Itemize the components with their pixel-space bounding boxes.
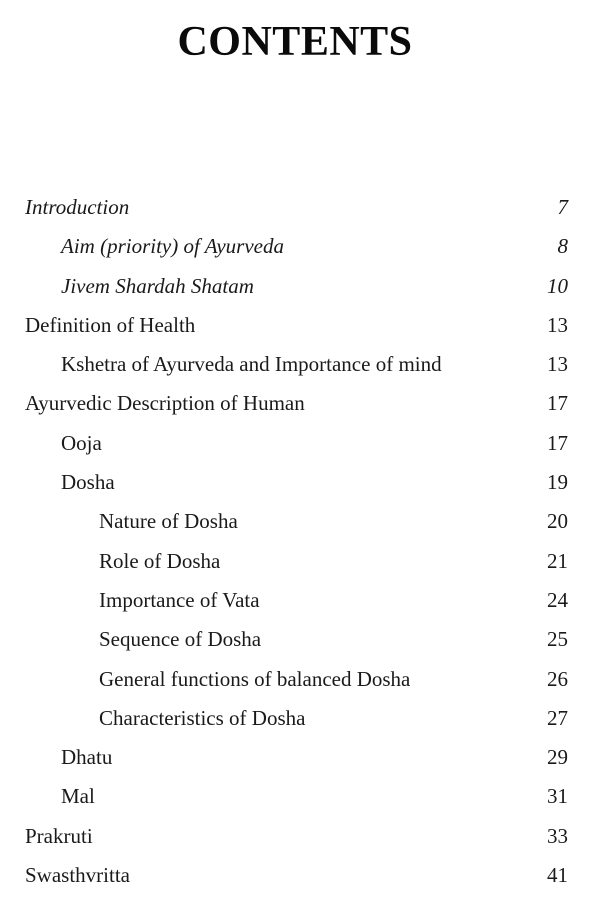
toc-entry-ayurvedic-description bbox=[0, 384, 600, 423]
toc-entry-ooja bbox=[0, 424, 600, 463]
toc-entry-label: Ooja bbox=[61, 430, 102, 455]
toc-entry-label: Jivem Shardah Shatam bbox=[61, 273, 254, 298]
toc-entry-label: Role of Dosha bbox=[99, 548, 221, 573]
toc-entry-page: 8 bbox=[557, 234, 568, 259]
toc-entry-label: Characteristics of Dosha bbox=[99, 705, 306, 730]
toc-entry-page: 13 bbox=[547, 312, 568, 337]
toc-entry-label: Dosha bbox=[61, 470, 115, 495]
toc-entry-page: 17 bbox=[547, 430, 568, 455]
toc-entry-page: 27 bbox=[547, 705, 568, 730]
toc-entry-page: 17 bbox=[547, 391, 568, 416]
toc-entry-label: General functions of balanced Dosha bbox=[99, 666, 411, 691]
toc-entry-page: 26 bbox=[547, 666, 568, 691]
toc-entry-mal bbox=[0, 777, 600, 816]
toc-entry-general-functions bbox=[0, 660, 600, 699]
toc-entry-label: Kshetra of Ayurveda and Importance of mind bbox=[61, 352, 442, 377]
toc-entry-label: Sequence of Dosha bbox=[99, 627, 262, 652]
toc-entry-aim-of-ayurveda bbox=[0, 227, 600, 266]
toc-entry-label: Introduction bbox=[25, 195, 130, 219]
toc-entry-dosha bbox=[0, 463, 600, 502]
toc-entry-page: 33 bbox=[547, 823, 568, 848]
toc-entry-label: Definition of Health bbox=[25, 312, 196, 337]
toc-entry-page: 41 bbox=[547, 863, 568, 888]
toc-entry-page: 10 bbox=[547, 273, 568, 298]
toc-entry-definition-of-health bbox=[0, 306, 600, 345]
toc-entry-label: Ayurvedic Description of Human bbox=[25, 391, 305, 416]
toc-entry-page: 31 bbox=[547, 784, 568, 809]
toc-entry-page: 7 bbox=[557, 195, 568, 219]
toc-entry-dhatu bbox=[0, 738, 600, 777]
toc-entry-page: 13 bbox=[547, 352, 568, 377]
toc-entry-page: 25 bbox=[547, 627, 568, 652]
toc-entry-role-of-dosha bbox=[0, 542, 600, 581]
toc-entry-page: 19 bbox=[547, 470, 568, 495]
toc-entry-page: 24 bbox=[547, 587, 568, 612]
toc-entry-introduction bbox=[0, 188, 600, 227]
toc-entry-label: Dhatu bbox=[61, 745, 113, 770]
toc-entry-label: Aim (priority) of Ayurveda bbox=[61, 234, 284, 259]
toc-entry-importance-of-vata bbox=[0, 581, 600, 620]
toc-entry-label: Importance of Vata bbox=[99, 587, 260, 612]
toc-entry-characteristics-of-dosha bbox=[0, 699, 600, 738]
toc-entry-label: Swasthvritta bbox=[25, 863, 130, 888]
toc-entry-swasthvritta bbox=[0, 856, 600, 895]
toc-entry-jivem-shardah-shatam bbox=[0, 267, 600, 306]
toc-entry-page: 21 bbox=[547, 548, 568, 573]
toc-entry-nature-of-dosha bbox=[0, 502, 600, 541]
toc-entry-kshetra-of-ayurveda bbox=[0, 345, 600, 384]
table-of-contents bbox=[0, 188, 600, 895]
page-title: CONTENTS bbox=[177, 19, 413, 65]
toc-entry-prakruti bbox=[0, 817, 600, 856]
toc-entry-label: Prakruti bbox=[25, 823, 93, 848]
toc-entry-page: 29 bbox=[547, 745, 568, 770]
toc-entry-label: Mal bbox=[61, 784, 95, 809]
toc-entry-page: 20 bbox=[547, 509, 568, 534]
toc-entry-label: Nature of Dosha bbox=[99, 509, 238, 534]
toc-entry-sequence-of-dosha bbox=[0, 620, 600, 659]
